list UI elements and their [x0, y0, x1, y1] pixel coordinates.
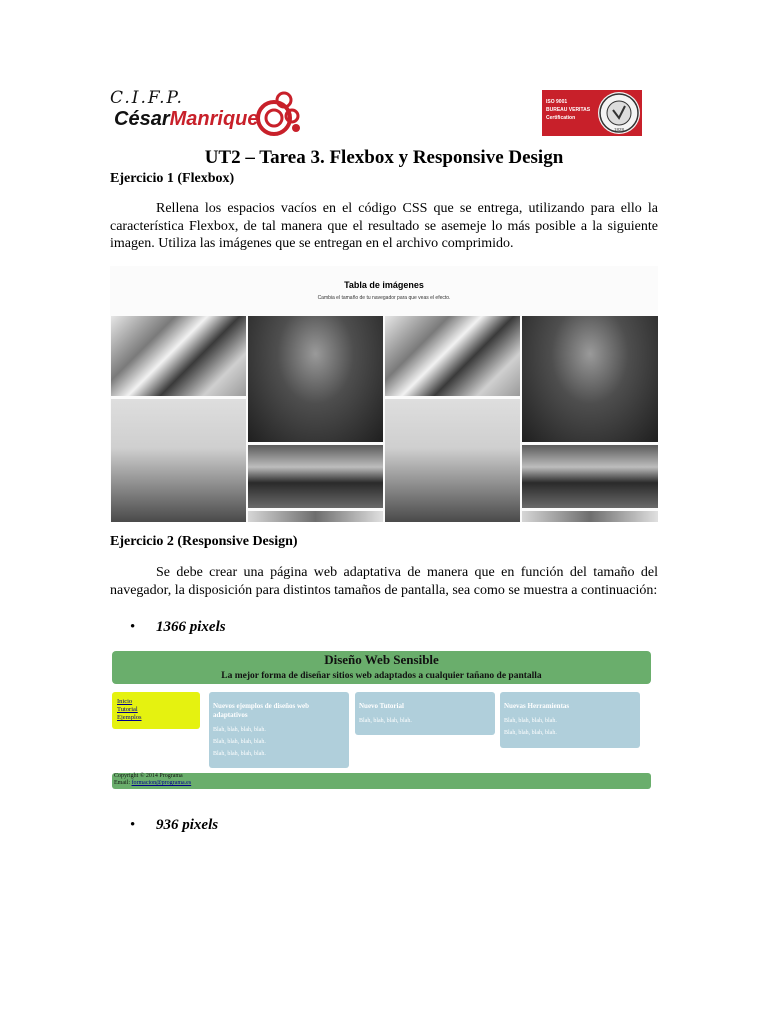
- bullet-marker: •: [130, 619, 136, 635]
- photo-car-tile: [111, 316, 246, 396]
- logo-name-first: César: [114, 108, 170, 130]
- card-title: Nuevas Herramientas: [504, 702, 570, 710]
- photo-rocks-tile: [248, 445, 383, 508]
- cifp-logo: [110, 88, 310, 140]
- photo-car-tile: [385, 316, 520, 396]
- photo-fog-tile: [111, 399, 246, 522]
- card-line: Blah, blah, blah, blah.: [213, 751, 266, 757]
- bullet-1366-pixels: 1366 pixels: [156, 619, 226, 635]
- exercise2-text: Se debe crear una página web adaptativa de manera que en función del tamaño del navegador, la disposición para distintos tamaños de pantalla, sea como se muestra a continuación:: [110, 565, 658, 598]
- bullet-marker: •: [130, 817, 136, 833]
- photo-car-tile: [522, 511, 658, 522]
- bureau-veritas-logo: [542, 90, 642, 136]
- footer-email-label: Email:: [114, 780, 130, 786]
- photo-underwater-tile: [522, 316, 658, 442]
- logo-school-name: [114, 108, 259, 131]
- bv-line: Certification: [546, 115, 576, 121]
- resp-card: [500, 692, 640, 748]
- photo-car-tile: [248, 511, 383, 522]
- logo-cifp-text: C.I.F.P.: [110, 88, 184, 108]
- photo-rocks-tile: [522, 445, 658, 508]
- bv-seal-icon: [598, 92, 640, 134]
- swirl-logo-icon: [254, 88, 306, 140]
- nav-link-tutorial: Tutorial: [117, 706, 138, 713]
- resp-header: [112, 651, 651, 684]
- responsive-example-image: [110, 648, 654, 794]
- bv-seal-year: 1828: [613, 127, 625, 132]
- card-title: Nuevo Tutorial: [359, 702, 404, 710]
- card-line: Blah, blah, blah, blah.: [504, 730, 557, 736]
- resp-title: Diseño Web Sensible: [324, 652, 439, 667]
- gallery-title: Tabla de imágenes: [344, 280, 424, 290]
- footer-email-line: [114, 780, 191, 786]
- bv-line: BUREAU VERITAS: [546, 107, 591, 113]
- resp-footer: [112, 773, 651, 789]
- page-title: UT2 – Tarea 3. Flexbox y Responsive Design: [204, 147, 564, 168]
- photo-fog-tile: [385, 399, 520, 522]
- footer-email-link: formacion@programa.es: [131, 780, 192, 786]
- resp-card: [355, 692, 495, 735]
- resp-subtitle: La mejor forma de diseñar sitios web adaptados a cualquier tañano de pantalla: [221, 671, 542, 681]
- flexbox-example-image: [110, 266, 658, 522]
- bullet-936-pixels: 936 pixels: [156, 817, 219, 833]
- bv-certification-text: [546, 98, 590, 122]
- nav-link-inicio: Inicio: [117, 698, 133, 705]
- resp-card: [209, 692, 349, 768]
- card-line: Blah, blah, blah, blah.: [359, 718, 412, 724]
- nav-link-ejemplos: Ejemplos: [117, 714, 142, 721]
- card-line: Blah, blah, blah, blah.: [504, 718, 557, 724]
- card-title: Nuevos ejemplos de diseños web adaptativos: [213, 702, 310, 719]
- resp-nav: [112, 692, 200, 729]
- logo-name-second: Manrique: [169, 108, 259, 130]
- footer-copyright: Copyright © 2014 Programa: [114, 773, 183, 779]
- exercise2-heading: Ejercicio 2 (Responsive Design): [110, 534, 298, 549]
- card-line: Blah, blah, blah, blah.: [213, 739, 266, 745]
- photo-underwater-tile: [248, 316, 383, 442]
- exercise1-text: Rellena los espacios vacíos en el código CSS que se entrega, utilizando para ello la característica Flexbox, de tal manera que el resultado se asemeje lo más posible a la siguiente imagen. Utiliza las imágenes que se entregan en el archivo comprimido.: [110, 201, 658, 251]
- exercise1-heading: Ejercicio 1 (Flexbox): [110, 171, 235, 186]
- bv-line: ISO 9001: [546, 99, 568, 105]
- gallery-subtitle: Cambia el tamaño de tu navegador para que veas el efecto.: [317, 295, 451, 301]
- card-line: Blah, blah, blah, blah.: [213, 727, 266, 733]
